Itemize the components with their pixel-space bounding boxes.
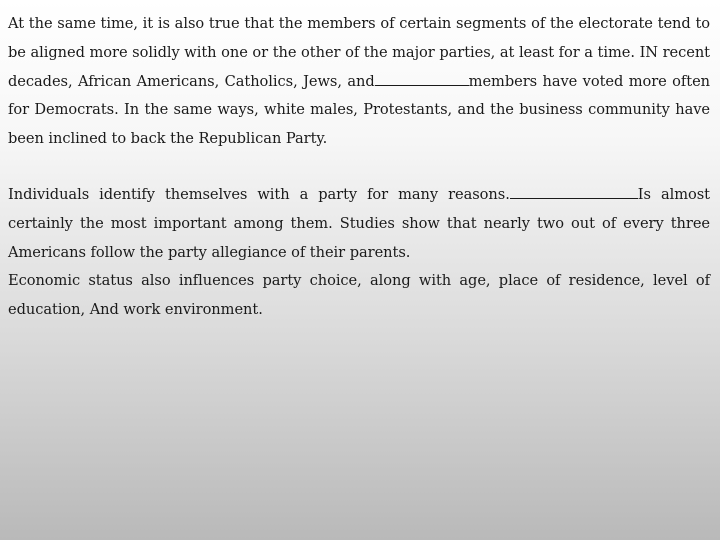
paragraph-party-identification — [8, 181, 710, 267]
fill-in-blank-1 — [375, 71, 469, 86]
paragraph-party-segments — [8, 10, 710, 154]
paragraph-party-identification-text-2: Is almost certainly the most important among them. Studies show that nearly two out of every three Americans follow the party allegiance of their parents. — [8, 185, 710, 261]
fill-in-blank-2 — [510, 184, 638, 199]
paragraph-gap — [8, 154, 710, 181]
paragraph-party-segments-text-2: members have voted more often for Democrats. In the same ways, white males, Protestants, and the business community have been inclined to back the Republican Party. — [8, 72, 711, 148]
paragraph-party-identification-text-1: Individuals identify themselves with a party for many reasons. — [8, 185, 510, 203]
paragraph-party-segments-text-1: At the same time, it is also true that the members of certain segments of the electorate tend to be aligned more solidly with one or the other of the major parties, at least for a time. IN recent decades, African Americans, Catholics, Jews, and — [8, 15, 710, 90]
paragraph-economic-status-text: Economic status also influences party choice, along with age, place of residence, level of education, And work environment. — [8, 272, 710, 319]
paragraph-economic-status — [8, 267, 710, 325]
